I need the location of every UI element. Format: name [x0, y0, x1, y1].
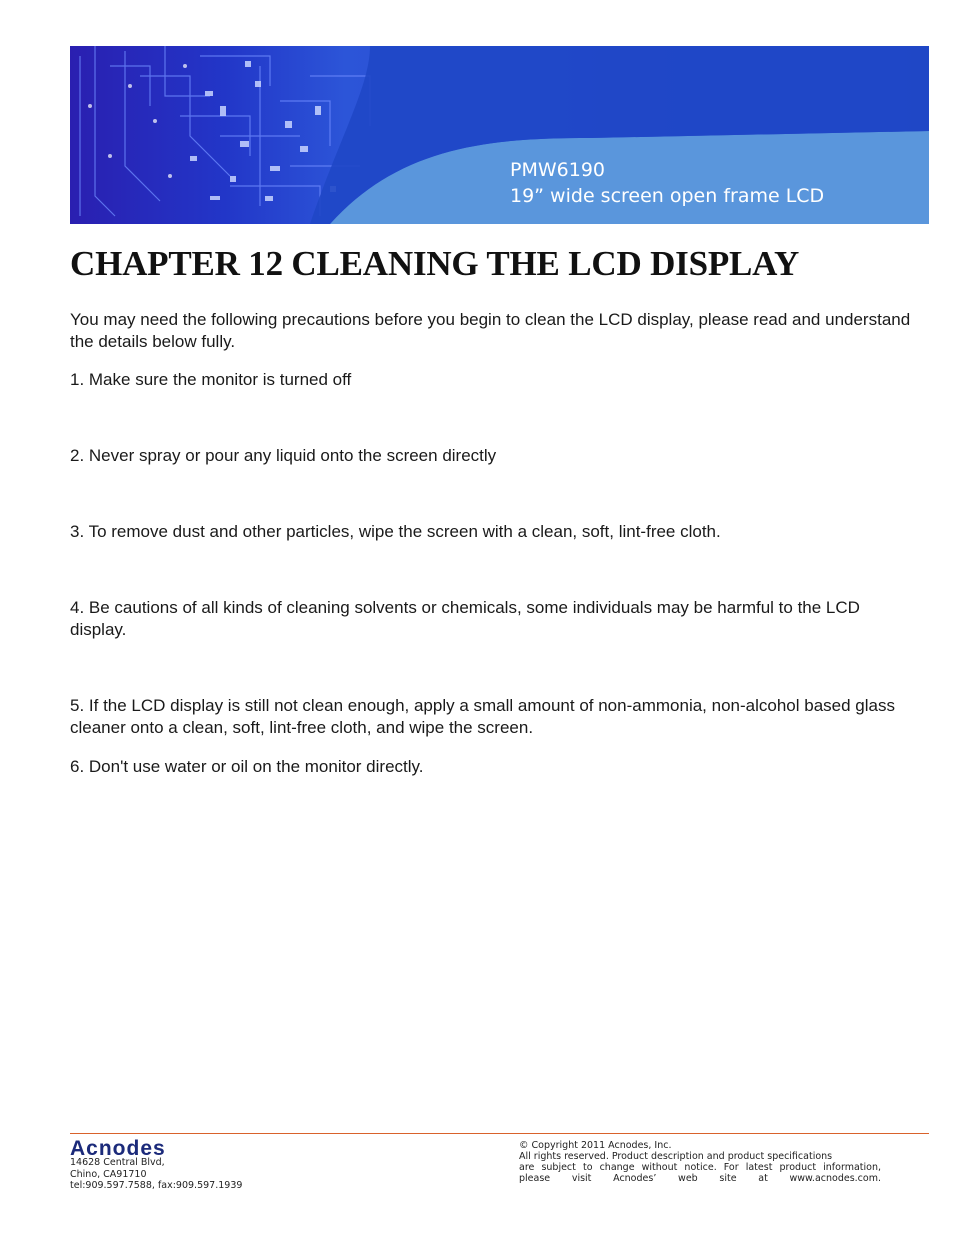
address-line-2: Chino, CA91710	[70, 1168, 147, 1180]
intro-paragraph: You may need the following precautions before you begin to clean the LCD display, please read and understand the details below fully.	[70, 310, 911, 351]
copyright-line-1: © Copyright 2011 Acnodes, Inc.	[519, 1140, 672, 1151]
copyright-line-4: please visit Acnodes’ web site at www.acnodes.com.	[519, 1173, 881, 1184]
copyright-line-3: are subject to change without notice. For latest product information,	[519, 1162, 881, 1173]
step-3: 3. To remove dust and other particles, wipe the screen with a clean, soft, lint-free cloth.	[70, 522, 721, 541]
company-address	[70, 1157, 242, 1192]
step-2: 2. Never spray or pour any liquid onto the screen directly	[70, 446, 497, 465]
footer-divider	[70, 1133, 929, 1134]
product-label	[510, 157, 824, 209]
step-5: 5. If the LCD display is still not clean enough, apply a small amount of non-ammonia, non-alcohol based glass cleaner onto a clean, soft, lint-free cloth, and wipe the screen.	[70, 696, 895, 737]
logo-text: Acnodes	[70, 1137, 166, 1157]
product-code: PMW6190	[510, 159, 605, 181]
product-description: 19” wide screen open frame LCD	[510, 185, 825, 207]
chapter-title: CHAPTER 12 CLEANING THE LCD DISPLAY	[70, 244, 800, 283]
address-line-1: 14628 Central Blvd,	[70, 1157, 165, 1168]
step-4: 4. Be cautions of all kinds of cleaning solvents or chemicals, some individuals may be harmful to the LCD display.	[70, 598, 860, 639]
step-6: 6. Don't use water or oil on the monitor directly.	[70, 757, 424, 776]
copyright-notice	[519, 1140, 881, 1184]
copyright-line-2: All rights reserved. Product description and product specifications	[519, 1151, 833, 1162]
contact-line: tel:909.597.7588, fax:909.597.1939	[70, 1180, 243, 1191]
step-1: 1. Make sure the monitor is turned off	[70, 370, 352, 389]
